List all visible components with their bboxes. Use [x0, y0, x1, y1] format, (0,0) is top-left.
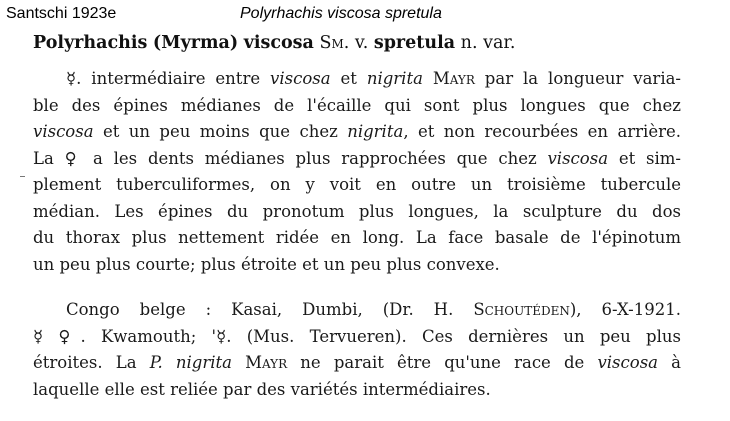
text-line: viscosa et un peu moins que chez nigrita, et non recourbées en arrière.: [33, 122, 681, 141]
variety-name: spretula: [373, 33, 456, 53]
description-paragraph: [33, 66, 681, 278]
taxon-label: Polyrhachis viscosa spretula: [240, 5, 442, 22]
variety-abbrev: v.: [354, 33, 369, 53]
text-line: plement tuberculiformes, on y voit en outre un troisième tubercule: [33, 175, 681, 194]
text-line: laquelle elle est reliée par des variétés intermédiaires.: [33, 379, 491, 399]
citation-label: Santschi 1923e: [6, 5, 117, 22]
nomenclature-status: n. var.: [460, 33, 516, 53]
text-line: ble des épines médianes de l'écaille qui sont plus longues que chez: [33, 95, 681, 115]
species-name: viscosa: [243, 33, 314, 53]
genus-name: Polyrhachis: [33, 33, 148, 53]
species-author: Sm.: [319, 33, 350, 53]
text-line: ☿. intermédiaire entre viscosa et nigrita Mayr par la longueur varia-: [66, 69, 682, 88]
text-line: un peu plus courte; plus étroite et un peu plus convexe.: [33, 254, 500, 274]
subgenus-name: (Myrma): [152, 33, 239, 53]
text-line: Congo belge : Kasai, Dumbi, (Dr. H. Schoutéden), 6-X-1921.: [66, 300, 681, 319]
text-line: La ♀ a les dents médianes plus rapprochées que chez viscosa et sim-: [33, 148, 681, 168]
taxon-heading: [33, 33, 515, 53]
text-line: médian. Les épines du pronotum plus longues, la sculpture du dos: [33, 201, 681, 221]
text-line: du thorax plus nettement ridée en long. La face basale de l'épinotum: [33, 228, 681, 247]
locality-paragraph: [33, 297, 681, 403]
text-line: étroites. La P. nigrita Mayr ne parait être qu'une race de viscosa à: [33, 353, 681, 372]
text-line: ☿ ♀. Kwamouth; '☿. (Mus. Tervueren). Ces dernières un peu plus: [33, 326, 681, 346]
margin-mark: [20, 176, 25, 177]
